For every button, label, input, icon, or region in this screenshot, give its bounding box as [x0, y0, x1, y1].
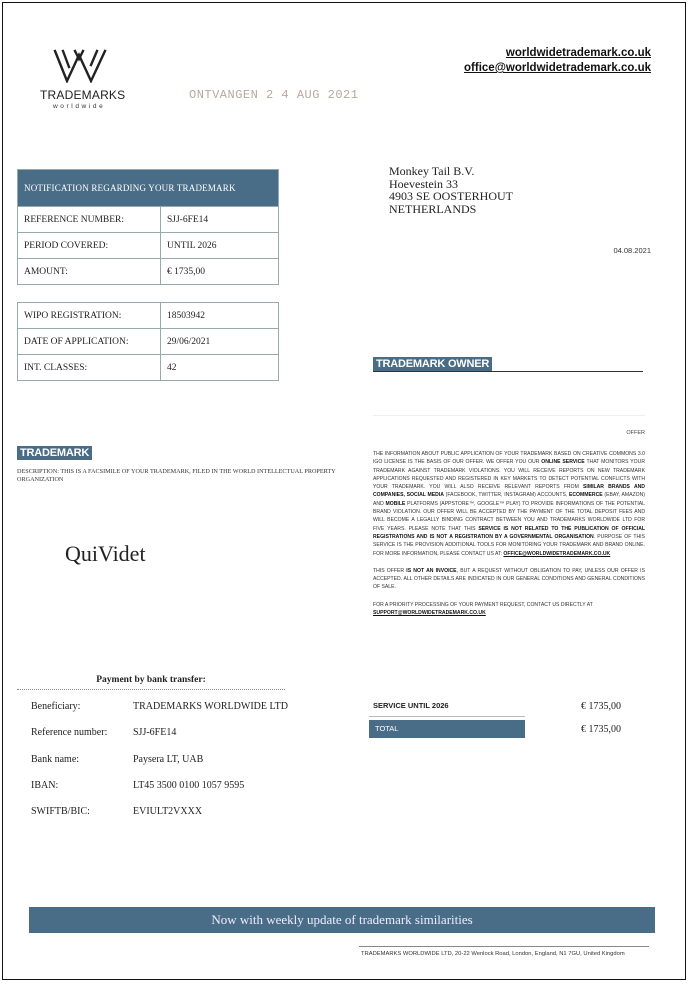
table-row: [18, 207, 279, 233]
row-label: PERIOD COVERED:: [18, 233, 161, 259]
recipient-city: 4903 SE OOSTERHOUT: [389, 189, 514, 203]
registration-table: [17, 302, 279, 381]
recipient-country: NETHERLANDS: [389, 201, 477, 216]
office-email-link[interactable]: OFFICE@WORLDWIDETRADEMARK.CO.UK: [503, 550, 611, 557]
row-label: INT. CLASSES:: [18, 355, 161, 381]
table-row: [18, 303, 279, 329]
row-label: WIPO REGISTRATION:: [18, 303, 161, 329]
payment-title: Payment by bank transfer:: [96, 675, 206, 685]
table-row: [18, 329, 279, 355]
payment-value: Paysera LT, UAB: [133, 754, 204, 765]
document-page: [2, 2, 686, 980]
row-label: DATE OF APPLICATION:: [18, 329, 161, 355]
notification-table: [17, 169, 279, 285]
offer-text: [373, 450, 645, 626]
document-date: 04.08.2021: [613, 246, 651, 255]
trademark-label: TRADEMARK: [17, 446, 92, 460]
total-label: TOTAL: [375, 724, 399, 733]
website-link[interactable]: worldwidetrademark.co.uk: [505, 47, 651, 59]
trademark-description: DESCRIPTION: THIS IS A FACSIMILE OF YOUR TRADEMARK, FILED IN THE WORLD INTELLECTUAL PROPERTY ORGANIZATION: [17, 468, 336, 483]
recipient-address: [389, 165, 513, 215]
payment-label: Bank name:: [31, 754, 80, 765]
support-email-link[interactable]: SUPPORT@WORLDWIDETRADEMARK.CO.UK: [373, 610, 486, 617]
row-value: UNTIL 2026: [161, 233, 279, 259]
payment-label: Reference number:: [31, 727, 108, 738]
total-row: [369, 720, 525, 738]
row-value: 29/06/2021: [161, 329, 279, 355]
trademark-facsimile: QuiVidet: [65, 541, 146, 566]
logo-subname: worldwide: [53, 103, 106, 110]
received-stamp: ONTVANGEN 2 4 AUG 2021: [189, 88, 359, 102]
footer-divider: [359, 946, 649, 947]
payment-label: IBAN:: [31, 780, 59, 791]
logo-name: TRADEMARKS: [40, 88, 126, 102]
recipient-street: Hoevestein 33: [389, 176, 458, 191]
row-label: AMOUNT:: [18, 259, 161, 285]
company-logo: [37, 49, 129, 109]
payment-value: LT45 3500 0100 1057 9595: [133, 780, 245, 791]
logo-w-mark-icon: [53, 49, 111, 83]
offer-label: OFFER: [626, 430, 645, 436]
row-value: 18503942: [161, 303, 279, 329]
row-value: 42: [161, 355, 279, 381]
service-label: SERVICE UNTIL 2026: [373, 701, 449, 710]
table-row: [18, 233, 279, 259]
payment-value: SJJ-6FE14: [133, 727, 177, 738]
header-links: [464, 46, 651, 76]
row-value: SJJ-6FE14: [161, 207, 279, 233]
payment-divider: [17, 689, 285, 690]
offer-divider: [373, 415, 645, 417]
payment-value: TRADEMARKS WORLDWIDE LTD: [133, 701, 288, 712]
payment-label: SWIFTB/BIC:: [31, 806, 90, 817]
table-row: [18, 259, 279, 285]
trademark-owner-field: [373, 354, 643, 372]
payment-value: EVIULT2VXXX: [133, 806, 203, 817]
notification-title: NOTIFICATION REGARDING YOUR TRADEMARK: [18, 170, 279, 207]
footer-address: TRADEMARKS WORLDWIDE LTD, 20-22 Wenlock Road, London, England, N1 7GU, United Kingdom: [361, 951, 625, 957]
service-value: € 1735,00: [581, 701, 621, 712]
offer-paragraph: THE INFORMATION ABOUT PUBLIC APPLICATION OF YOUR TRADEMARK BASED ON CREATIVE COMMONS 3.0 IGO LICENSE IS THE BASIS OF OUR OFFER. WE OFFER YOU OUR ONLINE SERVICE THAT MONITORS YOUR TRADEMARK AGAINST TRADEMARK VIOLATIONS. YOU WILL RECEIVE REPORTS ON NEW TRADEMARK APPLICATIONS REQUESTED AND REGISTERED IN KEY MARKETS TO DETECT POTENTIAL CONFLICTS WITH YOUR TRADEMARK. YOU WILL ALSO RECEIVE RELEVANT REPORTS FROM SIMILAR BRANDS AND COMPANIES, SOCIAL MEDIA (FACEBOOK, TWITTER, INSTAGRAM) ACCOUNTS, ECOMMERCE (EBAY, AMAZON) AND MOBILE PLATFORMS (APPSTORE™, GOOGLE™ PLAY) TO PROVIDE INFORMATIONS OF THE POTENTIAL BRAND VIOLATION. OUR OFFER WILL BE ACCEPTED BY THE PAYMENT OF THE TOTAL DEPOSIT FEES AND WILL BECOME A LEGALLY BINDING CONTRACT BETWEEN YOU AND TRADEMARKS WORLDWIDE LTD FOR FIVE YEARS. PLEASE NOTE THAT THIS SERVICE IS NOT RELATED TO THE PUBLICATION OF OFFICIAL REGISTRATIONS AND IS NOT A REGISTRATION BY A GOVERNMENTAL ORGANISATION. PURPOSE OF THIS SERVICE IS THE PROVISION ADDITIONAL TOOLS FOR MONITORING YOUR TRADEMARK AND BRAND ONLINE. FOR MORE INFORMATION, PLEASE CONTACT US AT: OFFICE@WORLDWIDETRADEMARK.CO.UK: [373, 451, 646, 557]
trademark-owner-label: TRADEMARK OWNER: [373, 357, 492, 371]
email-link[interactable]: office@worldwidetrademark.co.uk: [464, 62, 651, 74]
row-value: € 1735,00: [161, 259, 279, 285]
payment-label: Beneficiary:: [31, 701, 81, 712]
table-row: [18, 355, 279, 381]
offer-paragraph: FOR A PRIORITY PROCESSING OF YOUR PAYMENT REQUEST, CONTACT US DIRECTLY AT SUPPORT@WORLDWIDETRADEMARK.CO.UK: [373, 601, 593, 617]
footer-banner: Now with weekly update of trademark similarities: [29, 907, 655, 933]
total-value: € 1735,00: [581, 724, 621, 735]
recipient-company: Monkey Tail B.V.: [389, 164, 475, 178]
trademark-section: [17, 443, 92, 461]
offer-paragraph: THIS OFFER IS NOT AN INVOICE, BUT A REQUEST WITHOUT OBLIGATION TO PAY, UNLESS OUR OFFER IS ACCEPTED. ALL OTHER DETAILS ARE INDICATED IN OUR GENERAL CONDITIONS AND GENERAL CONDITIONS OF SALE.: [373, 567, 645, 591]
row-label: REFERENCE NUMBER:: [18, 207, 161, 233]
service-row: [369, 697, 525, 717]
